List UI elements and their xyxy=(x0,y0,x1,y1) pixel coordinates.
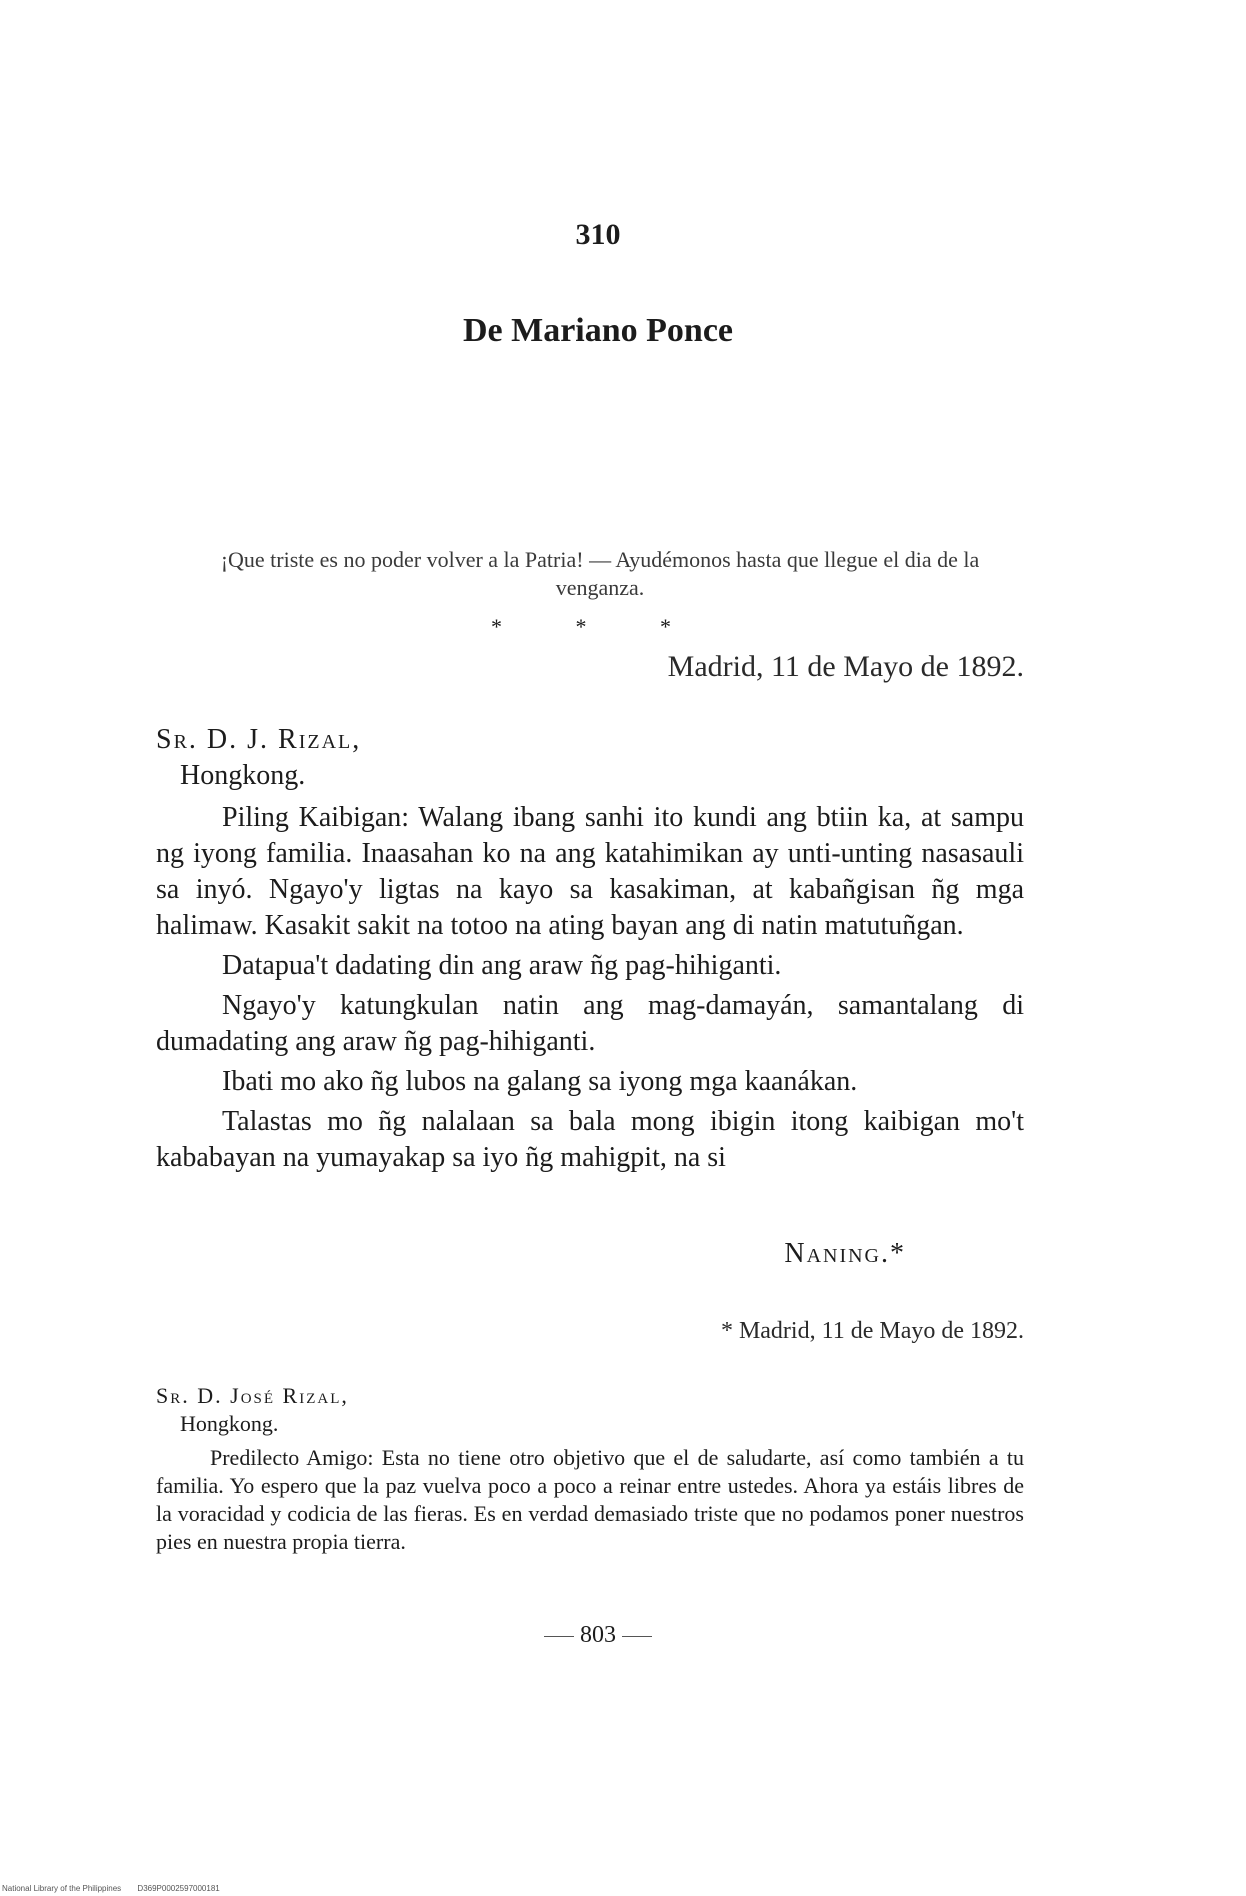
translation-body xyxy=(156,1444,1024,1556)
folio-rule-right xyxy=(622,1636,652,1637)
signature: Naning.* xyxy=(784,1238,906,1269)
body-paragraph: Ngayo'y katungkulan natin ang mag-damayán, samantalang di dumadating ang araw ñg pag-hihiganti. xyxy=(156,990,1024,1057)
section-separator: * * * xyxy=(491,614,705,639)
page-number xyxy=(0,1622,1196,1649)
translation-salutation: Sr. D. José Rizal, xyxy=(156,1383,349,1408)
translation-paragraph: Predilecto Amigo: Esta no tiene otro objetivo que el de saludarte, así como también a tu familia. Yo espero que la paz vuelva poco a poco a reinar entre ustedes. Ahora ya estáis libres de la voracidad y codicia de las fieras. Es en verdad demasiado triste que no podamos poner nuestros pies en nuestra propia tierra. xyxy=(156,1445,1024,1554)
body-paragraph: Talastas mo ñg nalalaan sa bala mong ibigin itong kaibigan mo't kababayan na yumayakap sa iyo ñg mahigpit, na si xyxy=(156,1106,1024,1173)
letter-body-tagalog xyxy=(156,800,1024,1176)
dateline: Madrid, 11 de Mayo de 1892. xyxy=(667,650,1024,683)
scan-footer xyxy=(2,1884,234,1893)
translation-address xyxy=(156,1382,1024,1438)
recipient-address xyxy=(156,722,1024,794)
translation-city: Hongkong. xyxy=(180,1411,279,1436)
body-paragraph: Datapua't dadating din ang araw ñg pag-hihiganti. xyxy=(222,950,782,981)
letter-title: De Mariano Ponce xyxy=(462,312,734,349)
body-paragraph: Ibati mo ako ñg lubos na galang sa iyong mga kaanákan. xyxy=(222,1066,858,1097)
letter-summary: ¡Que triste es no poder volver a la Patria! — Ayudémonos hasta que llegue el dia de la venganza. xyxy=(220,547,980,600)
page-number-value: 803 xyxy=(580,1622,616,1648)
folio-rule-left xyxy=(544,1636,574,1637)
recipient-city: Hongkong. xyxy=(180,760,306,791)
footer-code: D369P0002597000181 xyxy=(137,1884,220,1893)
translation-dateline: * Madrid, 11 de Mayo de 1892. xyxy=(720,1318,1024,1344)
recipient-salutation: Sr. D. J. Rizal, xyxy=(156,724,362,755)
letter-number: 310 xyxy=(575,218,621,251)
footer-library: National Library of the Philippines xyxy=(2,1884,122,1893)
body-paragraph: Piling Kaibigan: Walang ibang sanhi ito kundi ang btiin ka, at sampu ng iyong familia. Inaasahan ko na ang katahimikan ay unti-unting nasasauli sa inyó. Ngayo'y ligtas na kayo sa kasakiman, at kabañgisan ñg mga halimaw. Kasakit sakit na totoo na ating bayan ang di natin matutuñgan. xyxy=(156,802,1024,941)
